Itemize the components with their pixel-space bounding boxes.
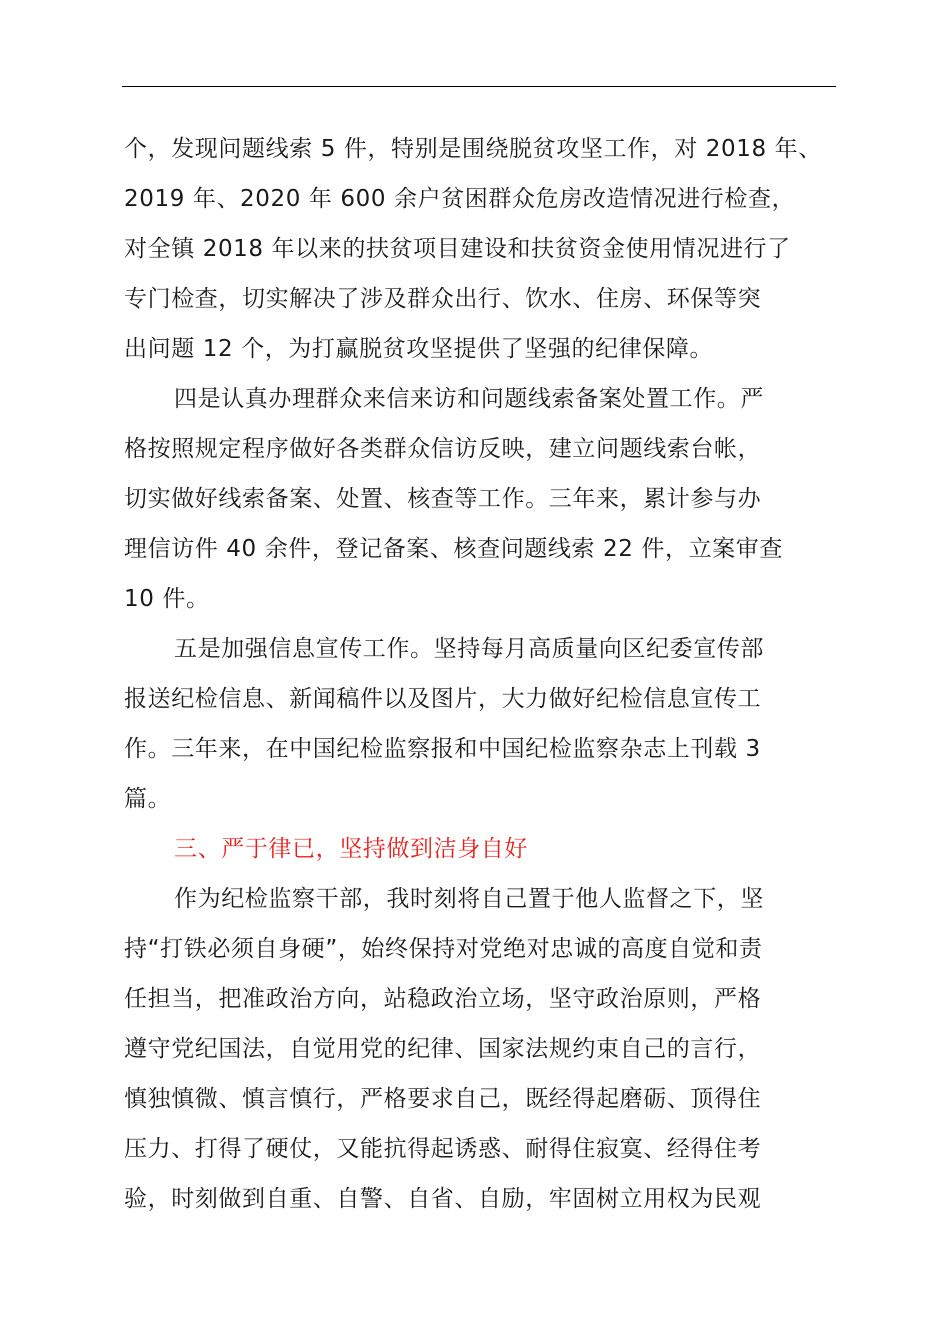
document-body	[124, 124, 844, 1224]
header-rule	[122, 86, 836, 87]
text-line: 对全镇 2018 年以来的扶贫项目建设和扶贫资金使用情况进行了	[124, 236, 791, 262]
text-line: 慎独慎微、慎言慎行，严格要求自己，既经得起磨砺、顶得住	[124, 1086, 762, 1112]
text-line: 切实做好线索备案、处置、核查等工作。三年来，累计参与办	[124, 486, 762, 512]
text-line: 压力、打得了硬仗，又能抗得起诱惑、耐得住寂寞、经得住考	[124, 1136, 762, 1162]
text-line: 出问题 12 个，为打赢脱贫攻坚提供了坚强的纪律保障。	[124, 336, 714, 362]
section-heading: 三、严于律已，坚持做到洁身自好	[174, 836, 528, 862]
text-line: 任担当，把准政治方向，站稳政治立场，坚守政治原则，严格	[124, 986, 762, 1012]
text-line: 10 件。	[124, 586, 210, 612]
text-line: 四是认真办理群众来信来访和问题线索备案处置工作。严	[174, 386, 764, 412]
text-line: 报送纪检信息、新闻稿件以及图片，大力做好纪检信息宣传工	[124, 686, 762, 712]
text-line: 作。三年来，在中国纪检监察报和中国纪检监察杂志上刊载 3	[124, 736, 761, 762]
text-line: 个，发现问题线索 5 件，特别是围绕脱贫攻坚工作，对 2018 年、	[124, 136, 822, 162]
text-line: 专门检查，切实解决了涉及群众出行、饮水、住房、环保等突	[124, 286, 762, 312]
text-line: 篇。	[124, 786, 172, 812]
text-line: 理信访件 40 余件，登记备案、核查问题线索 22 件，立案审查	[124, 536, 783, 562]
text-line: 遵守党纪国法，自觉用党的纪律、国家法规约束自己的言行，	[124, 1036, 762, 1062]
text-line: 五是加强信息宣传工作。坚持每月高质量向区纪委宣传部	[174, 636, 764, 662]
text-line: 验，时刻做到自重、自警、自省、自励，牢固树立用权为民观	[124, 1186, 762, 1212]
text-line: 作为纪检监察干部，我时刻将自己置于他人监督之下，坚	[174, 886, 764, 912]
text-line: 2019 年、2020 年 600 余户贫困群众危房改造情况进行检查，	[124, 186, 796, 212]
text-line: 格按照规定程序做好各类群众信访反映，建立问题线索台帐，	[124, 436, 762, 462]
text-line: 持“打铁必须自身硬”，始终保持对党绝对忠诚的高度自觉和责	[124, 936, 763, 962]
